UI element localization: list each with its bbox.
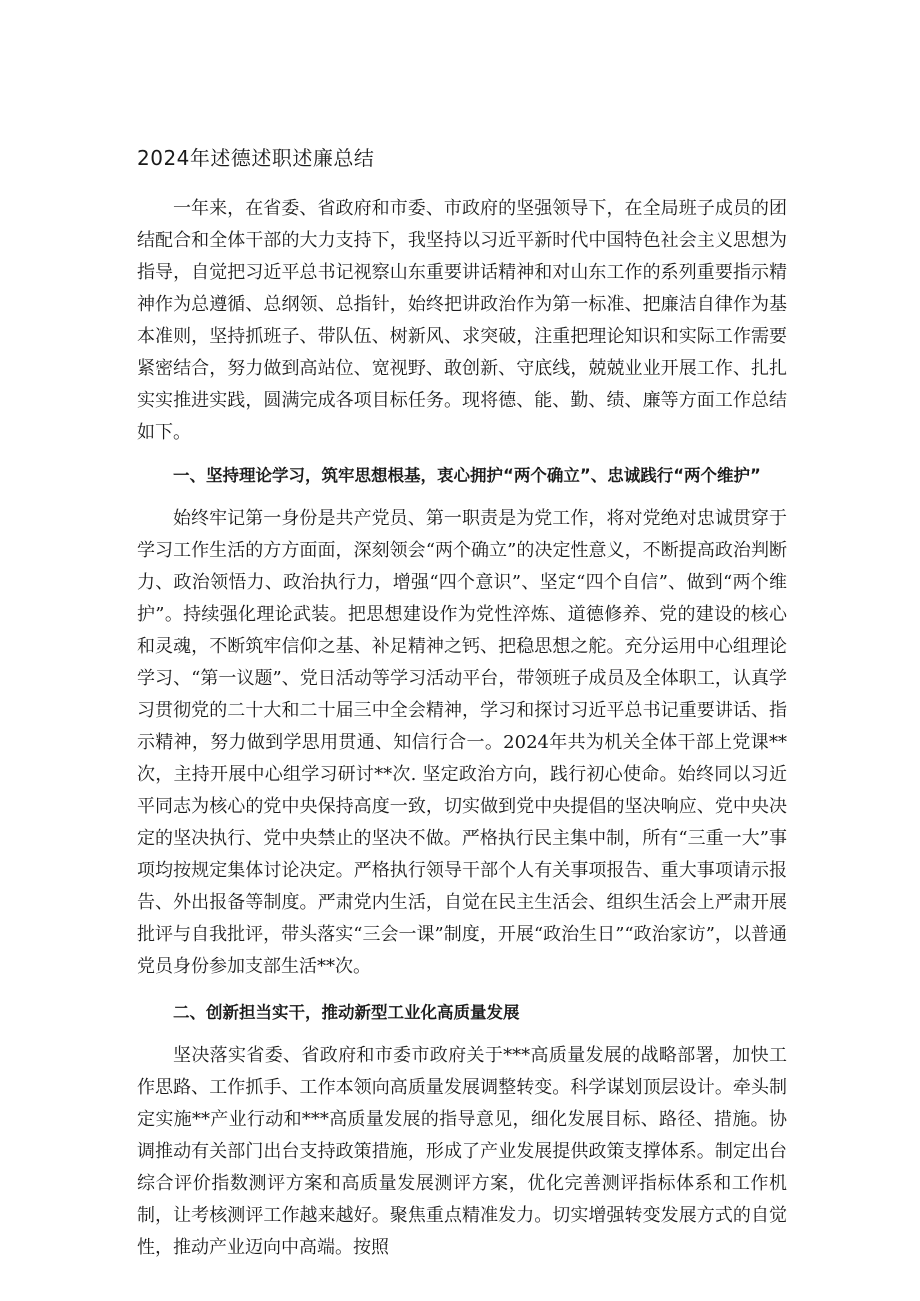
spacer	[137, 1029, 787, 1040]
spacer	[137, 449, 787, 460]
document-body	[137, 193, 787, 1264]
intro-paragraph: 一年来，在省委、省政府和市委、市政府的坚强领导下，在全局班子成员的团结配合和全体干部的大力支持下，我坚持以习近平新时代中国特色社会主义思想为指导，自觉把习近平总书记视察山东重要讲话精神和对山东工作的系列重要指示精神作为总遵循、总纲领、总指针，始终把讲政治作为第一标准、把廉洁自律作为基本准则，坚持抓班子、带队伍、树新风、求突破，注重把理论知识和实际工作需要紧密结合，努力做到高站位、宽视野、敢创新、守底线，兢兢业业开展工作、扎扎实实推进实践，圆满完成各项目标任务。现将德、能、勤、绩、廉等方面工作总结如下。	[137, 198, 787, 443]
spacer	[137, 492, 787, 503]
document-title: 2024年述德述职述廉总结	[137, 146, 375, 170]
section-2-heading: 二、创新担当实干，推动新型工业化高质量发展	[173, 1003, 520, 1022]
section-1-heading: 一、坚持理论学习，筑牢思想根基，衷心拥护“两个确立”、忠诚践行“两个维护”	[173, 466, 761, 485]
spacer	[137, 983, 787, 997]
section-2-body: 坚决落实省委、省政府和市委市政府关于***高质量发展的战略部署，加快工作思路、工作抓手、工作本领向高质量发展调整转变。科学谋划顶层设计。牵头制定实施**产业行动和***高质量发展的指导意见，细化发展目标、路径、措施。协调推动有关部门出台支持政策措施，形成了产业发展提供政策支撑体系。制定出台综合评价指数测评方案和高质量发展测评方案，优化完善测评指标体系和工作机制，让考核测评工作越来越好。聚焦重点精准发力。切实增强转变发展方式的自觉性，推动产业迈向中高端。按照	[137, 1045, 787, 1258]
section-1-body: 始终牢记第一身份是共产党员、第一职责是为党工作，将对党绝对忠诚贯穿于学习工作生活的方方面面，深刻领会“两个确立”的决定性意义，不断提高政治判断力、政治领悟力、政治执行力，增强“四个意识”、坚定“四个自信”、做到“两个维护”。持续强化理论武装。把思想建设作为党性淬炼、道德修养、党的建设的核心和灵魂，不断筑牢信仰之基、补足精神之钙、把稳思想之舵。充分运用中心组理论学习、“第一议题”、党日活动等学习活动平台，带领班子成员及全体职工，认真学习贯彻党的二十大和二十届三中全会精神，学习和探讨习近平总书记重要讲话、指示精神，努力做到学思用贯通、知信行合一。2024年共为机关全体干部上党课**次，主持开展中心组学习研讨**次. 坚定政治方向，践行初心使命。始终同以习近平同志为核心的党中央保持高度一致，切实做到党中央提倡的坚决响应、党中央决定的坚决执行、党中央禁止的坚决不做。严格执行民主集中制，所有“三重一大”事项均按规定集体讨论决定。严格执行领导干部个人有关事项报告、重大事项请示报告、外出报备等制度。严肃党内生活，自觉在民主生活会、组织生活会上严肃开展批评与自我批评，带头落实“三会一课”制度，开展“政治生日”“政治家访”，以普通党员身份参加支部生活**次。	[137, 508, 787, 977]
